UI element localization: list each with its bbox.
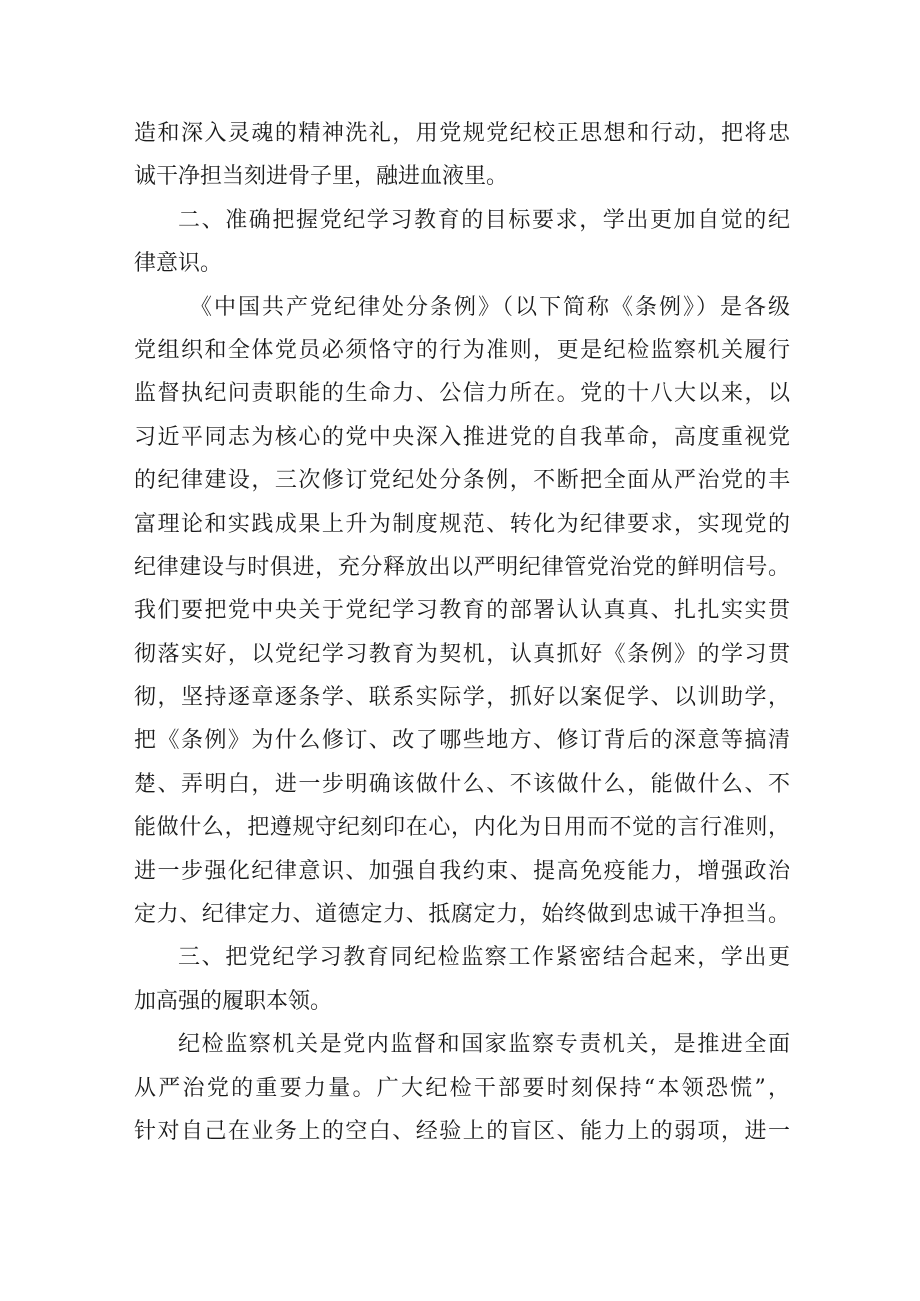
text-line: 纪检监察机关是党内监督和国家监察专责机关，是推进全面 bbox=[178, 1032, 790, 1058]
text-line: 习近平同志为核心的党中央深入推进党的自我革命，高度重视党 bbox=[134, 424, 790, 450]
text-line: 定力、纪律定力、道德定力、抵腐定力，始终做到忠诚干净担当。 bbox=[134, 902, 790, 928]
text-line: 监督执纪问责职能的生命力、公信力所在。党的十八大以来，以 bbox=[134, 381, 790, 407]
text-line: 《中国共产党纪律处分条例》（以下简称《条例》）是各级 bbox=[190, 294, 790, 320]
text-line: 造和深入灵魂的精神洗礼，用党规党纪校正思想和行动，把将忠 bbox=[134, 121, 790, 146]
text-line: 党组织和全体党员必须恪守的行为准则，更是纪检监察机关履行 bbox=[134, 337, 790, 363]
section-heading: 二、准确把握党纪学习教育的目标要求，学出更加自觉的纪 bbox=[178, 207, 790, 233]
text-line: 诚干净担当刻进骨子里，融进血液里。 bbox=[134, 164, 509, 190]
text-line: 针对自己在业务上的空白、经验上的盲区、能力上的弱项，进一 bbox=[134, 1118, 790, 1144]
text-line: 纪律建设与时俱进，充分释放出以严明纪律管党治党的鲜明信号。 bbox=[134, 554, 790, 580]
text-line: 的纪律建设，三次修订党纪处分条例，不断把全面从严治党的丰 bbox=[134, 468, 790, 494]
section-heading: 三、把党纪学习教育同纪检监察工作紧密结合起来，学出更 bbox=[178, 945, 790, 971]
text-line: 彻，坚持逐章逐条学、联系实际学，抓好以案促学、以训助学， bbox=[134, 685, 790, 711]
text-line: 我们要把党中央关于党纪学习教育的部署认认真真、扎扎实实贯 bbox=[134, 598, 790, 624]
section-heading: 律意识。 bbox=[134, 251, 223, 277]
text-line: 彻落实好，以党纪学习教育为契机，认真抓好《条例》的学习贯 bbox=[134, 641, 790, 667]
text-line: 富理论和实践成果上升为制度规范、转化为纪律要求，实现党的 bbox=[134, 511, 790, 537]
body-text bbox=[134, 112, 790, 1153]
text-line: 把《条例》为什么修订、改了哪些地方、修订背后的深意等搞清 bbox=[134, 728, 790, 754]
text-line: 从严治党的重要力量。广大纪检干部要时刻保持“本领恐慌”， bbox=[134, 1075, 790, 1101]
text-line: 楚、弄明白，进一步明确该做什么、不该做什么，能做什么、不 bbox=[134, 771, 790, 797]
text-line: 能做什么，把遵规守纪刻印在心，内化为日用而不觉的言行准则， bbox=[134, 815, 790, 841]
text-line: 进一步强化纪律意识、加强自我约束、提高免疫能力，增强政治 bbox=[134, 858, 790, 884]
section-heading: 加高强的履职本领。 bbox=[134, 988, 333, 1014]
